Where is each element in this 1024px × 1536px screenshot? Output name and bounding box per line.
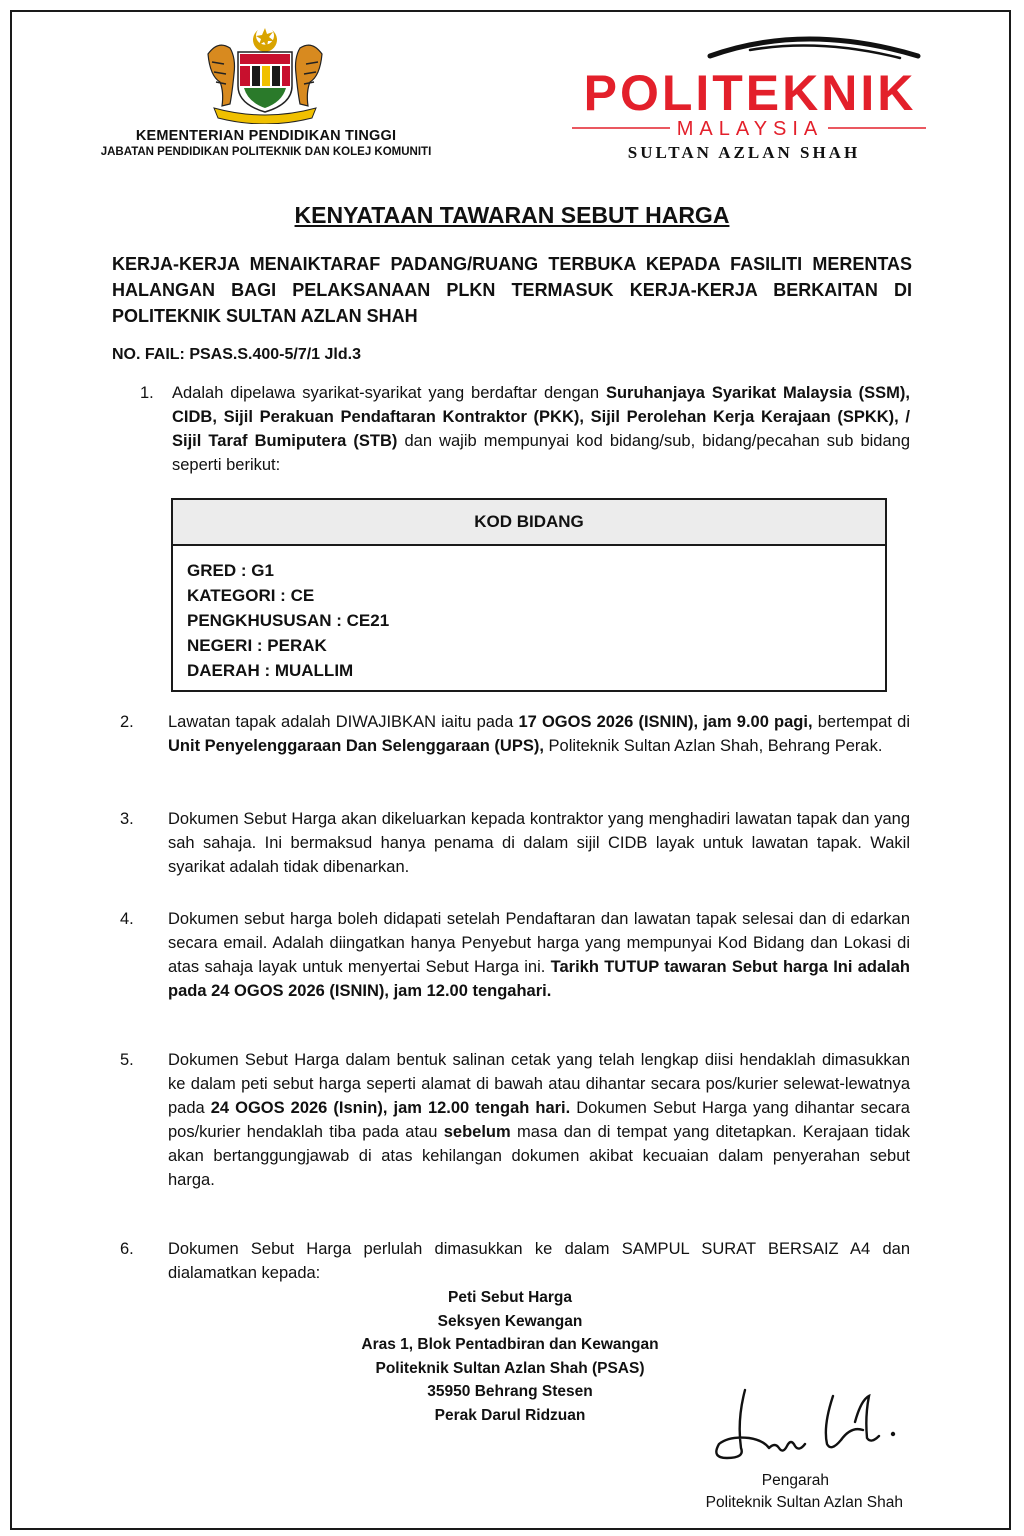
document-title: KENYATAAN TAWARAN SEBUT HARGA xyxy=(294,202,730,228)
signatory-title: Pengarah xyxy=(761,1472,829,1489)
address-line: Seksyen Kewangan xyxy=(437,1312,583,1330)
mailing-address xyxy=(300,1286,720,1427)
logo-brand-text: POLITEKNIK xyxy=(583,65,917,121)
paragraph-text: Adalah dipelawa syarikat-syarikat yang berdaftar dengan Suruhanjaya Syarikat Malaysia (SSM), CIDB, Sijil Perakuan Pendaftaran Kontraktor (PKK), Sijil Perolehan Kerja Kerajaan (SPKK), / Sijil Taraf Bumiputera (STB) dan wajib mempunyai kod bidang/sub, bidang/pecahan sub bidang seperti berikut: xyxy=(172,384,910,474)
paragraph-4 xyxy=(120,907,910,1003)
logo-country-text: MALAYSIA xyxy=(676,118,824,140)
address-line: Politeknik Sultan Azlan Shah (PSAS) xyxy=(375,1359,645,1377)
paragraph-text: Dokumen Sebut Harga dalam bentuk salinan cetak yang telah lengkap diisi hendaklah dimasukkan ke dalam peti sebut harga seperti alamat di bawah atau dihantar secara pos/kurier selewat-lewatnya pada 24 OGOS 2026 (Isnin), jam 12.00 tengah hari. Dokumen Sebut Harga yang dihantar secara pos/kurier hendaklah tiba pada atau sebelum masa dan di tempat yang ditetapkan. Kerajaan tidak akan bertanggungjawab di atas kehilangan dokumen akibat kecuaian dalam penyerahan sebut harga. xyxy=(168,1051,910,1189)
kod-bidang-row-pengkhususan: PENGKHUSUSAN : CE21 xyxy=(187,611,390,630)
politeknik-logo xyxy=(560,28,940,168)
file-number: NO. FAIL: PSAS.S.400-5/7/1 Jld.3 xyxy=(112,346,361,363)
logo-campus-text: SULTAN AZLAN SHAH xyxy=(627,143,861,162)
paragraph-number: 1. xyxy=(140,384,154,402)
kod-bidang-row-kategori: KATEGORI : CE xyxy=(187,586,315,605)
paragraph-number: 5. xyxy=(120,1051,134,1069)
paragraph-text: Lawatan tapak adalah DIWAJIBKAN iaitu pada 17 OGOS 2026 (ISNIN), jam 9.00 pagi, bertempat di Unit Penyelenggaraan Dan Selenggaraan (UPS), Politeknik Sultan Azlan Shah, Behrang Perak. xyxy=(168,713,911,755)
kod-bidang-rows xyxy=(173,546,885,683)
kod-bidang-row-daerah: DAERAH : MUALLIM xyxy=(187,661,354,680)
paragraph-number: 6. xyxy=(120,1240,134,1258)
kod-bidang-header: KOD BIDANG xyxy=(173,500,885,546)
kod-bidang-row-negeri: NEGERI : PERAK xyxy=(187,636,327,655)
paragraph-1 xyxy=(120,381,910,477)
address-line: Peti Sebut Harga xyxy=(447,1289,573,1306)
ministry-heading xyxy=(40,128,492,158)
signatory xyxy=(600,1470,903,1514)
address-line: 35950 Behrang Stesen xyxy=(427,1383,593,1400)
paragraph-text: Dokumen Sebut Harga perlulah dimasukkan ke dalam SAMPUL SURAT BERSAIZ A4 dan dialamatkan kepada: xyxy=(168,1240,910,1282)
malaysia-coat-of-arms-icon xyxy=(200,24,330,124)
paragraph-number: 2. xyxy=(120,713,134,731)
address-line: Perak Darul Ridzuan xyxy=(434,1406,586,1424)
address-line: Aras 1, Blok Pentadbiran dan Kewangan xyxy=(361,1336,659,1353)
department-name: JABATAN PENDIDIKAN POLITEKNIK DAN KOLEJ KOMUNITI xyxy=(100,146,432,158)
kod-bidang-row-gred: GRED : G1 xyxy=(187,561,274,580)
paragraph-3 xyxy=(120,807,910,879)
ministry-name: KEMENTERIAN PENDIDIKAN TINGGI xyxy=(135,128,397,144)
handwritten-signature xyxy=(705,1378,905,1478)
paragraph-number: 3. xyxy=(120,810,134,828)
signatory-organization: Politeknik Sultan Azlan Shah xyxy=(705,1494,903,1511)
paragraph-text: Dokumen Sebut Harga akan dikeluarkan kepada kontraktor yang menghadiri lawatan tapak dan yang sah sahaja. Ini bermaksud hanya penama di dalam sijil CIDB layak untuk lawatan tapak. Wakil syarikat adalah tidak dibenarkan. xyxy=(168,810,910,876)
paragraph-text: Dokumen sebut harga boleh didapati setelah Pendaftaran dan lawatan tapak selesai dan di edarkan secara email. Adalah diingatkan hanya Penyebut harga yang mempunyai Kod Bidang dan Lokasi di atas sahaja layak untuk menyertai Sebut Harga ini. Tarikh TUTUP tawaran Sebut harga Ini adalah pada 24 OGOS 2026 (ISNIN), jam 12.00 tengahari. xyxy=(168,910,911,1000)
tender-subject: KERJA-KERJA MENAIKTARAF PADANG/RUANG TERBUKA KEPADA FASILITI MERENTAS HALANGAN BAGI PELAKSANAAN PLKN TERMASUK KERJA-KERJA BERKAITAN DI POLITEKNIK SULTAN AZLAN SHAH xyxy=(112,254,912,326)
paragraph-5 xyxy=(120,1048,910,1192)
paragraph-2 xyxy=(120,710,910,758)
paragraph-6 xyxy=(120,1237,910,1285)
paragraph-number: 4. xyxy=(120,910,134,928)
kod-bidang-table xyxy=(171,498,887,692)
